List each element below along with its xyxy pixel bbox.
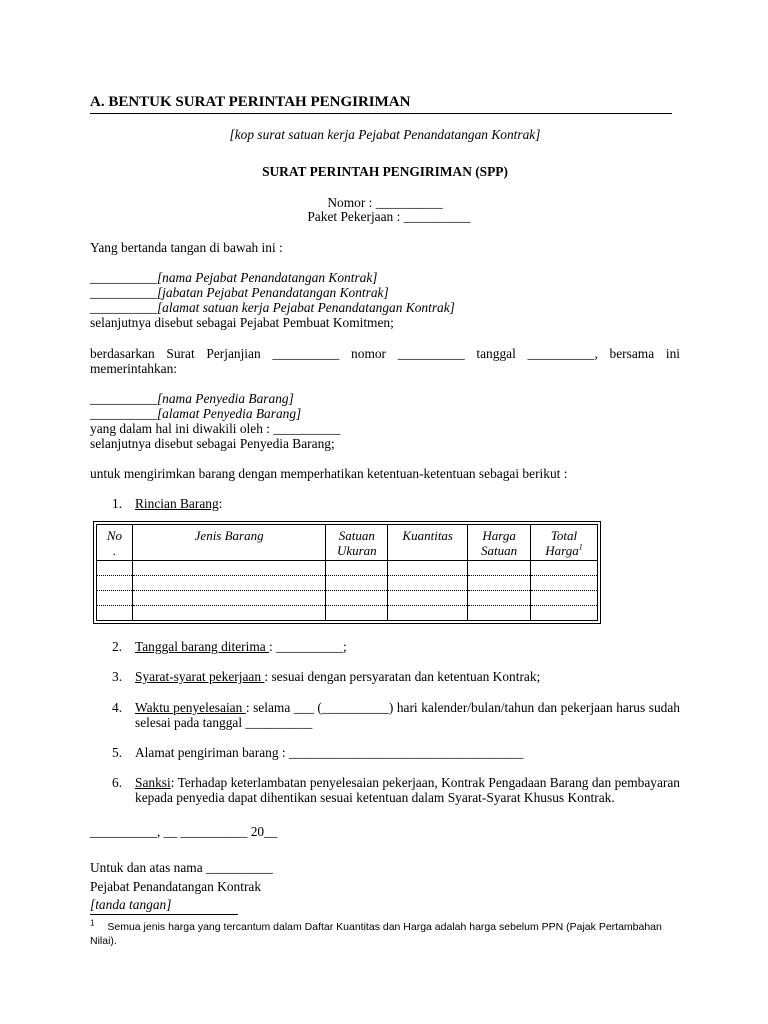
header-line: Ukuran: [336, 543, 377, 558]
pejabat-alamat-line: [90, 300, 455, 315]
list-label: Sanksi: [135, 775, 171, 790]
list-text: : Terhadap keterlambatan penyelesaian pekerjaan, Kontrak Pengadaan Barang dan pembayaran kepada penyedia dapat dihentikan sesuai ketentuan dalam Syarat-Syarat Khusus Kontrak.: [135, 775, 680, 805]
list-item-1: [112, 496, 680, 511]
list-item-5: [112, 745, 680, 760]
list-item-3: [112, 669, 680, 684]
table-row: [97, 561, 598, 576]
dasar-paragraph: berdasarkan Surat Perjanjian __________ nomor __________ tanggal __________, bersama ini memerintahkan:: [90, 346, 680, 376]
list-label: Tanggal barang diterima: [135, 639, 270, 654]
header-line: Harga: [482, 528, 516, 543]
blank: __________: [90, 270, 157, 285]
list-text: : __________;: [269, 639, 347, 654]
column-header-harga-satuan: [468, 525, 531, 561]
footnote-text: Semua jenis harga yang tercantum dalam Daftar Kuantitas dan Harga adalah harga sebelum PPN (Pajak Pertambahan Nilai).: [90, 921, 662, 947]
atas-nama-line: Untuk dan atas nama __________: [90, 860, 273, 875]
table-header-row: [97, 525, 598, 561]
column-header-jenis-barang: [132, 525, 325, 561]
signatory-title: Pejabat Penandatangan Kontrak: [90, 879, 262, 894]
place-date-line: __________, __ __________ 20__: [90, 824, 278, 839]
penyedia-alamat: [alamat Penyedia Barang]: [156, 406, 302, 421]
rincian-barang-table: [96, 524, 598, 621]
header-line: Jenis Barang: [194, 528, 264, 543]
footnote-marker: 1: [578, 542, 583, 552]
list-label: Waktu penyelesaian: [135, 700, 246, 715]
header-line: Satuan: [338, 528, 375, 543]
intro-text: Yang bertanda tangan di bawah ini :: [90, 240, 283, 255]
blank: __________: [90, 300, 157, 315]
header-line: Kuantitas: [402, 528, 453, 543]
table-row: [97, 591, 598, 606]
blank: __________: [90, 285, 157, 300]
footnote: [90, 920, 680, 948]
pejabat-nama: [nama Pejabat Penandatangan Kontrak]: [156, 270, 378, 285]
pejabat-alamat: [alamat satuan kerja Pejabat Penandatangan Kontrak]: [156, 300, 455, 315]
paket-line: Paket Pekerjaan : __________: [307, 209, 471, 224]
column-header-satuan-ukuran: [326, 525, 388, 561]
header-line: Total: [550, 528, 578, 543]
pejabat-nama-line: [90, 270, 378, 285]
list-text: : sesuai dengan persyaratan dan ketentuan Kontrak;: [264, 669, 541, 684]
list-text: Alamat pengiriman barang : ___________________________________: [135, 745, 524, 760]
list-item-4: [112, 700, 680, 730]
penyedia-nama-line: [90, 391, 294, 406]
list-number: 6.: [112, 775, 123, 790]
list-label: Rincian Barang: [135, 496, 219, 511]
header-line: .: [112, 543, 117, 558]
header-line: Satuan: [481, 543, 518, 558]
penyedia-wakil: yang dalam hal ini diwakili oleh : __________: [90, 421, 341, 436]
penyedia-alamat-line: [90, 406, 301, 421]
list-number: 5.: [112, 745, 123, 760]
penyedia-sebutan: selanjutnya disebut sebagai Penyedia Barang;: [90, 436, 335, 451]
column-header-total-harga: [531, 525, 598, 561]
list-text: :: [218, 496, 223, 511]
list-number: 2.: [112, 639, 123, 654]
list-number: 3.: [112, 669, 123, 684]
list-number: 4.: [112, 700, 123, 715]
penyedia-nama: [nama Penyedia Barang]: [156, 391, 294, 406]
pejabat-sebutan: selanjutnya disebut sebagai Pejabat Pembuat Komitmen;: [90, 315, 394, 330]
list-item-6: [112, 775, 680, 805]
pejabat-jabatan-line: [90, 285, 389, 300]
header-line: Harga: [545, 543, 579, 558]
table-row: [97, 606, 598, 621]
section-title: A. BENTUK SURAT PERINTAH PENGIRIMAN: [90, 93, 672, 114]
list-number: 1.: [112, 496, 123, 511]
list-label: Syarat-syarat pekerjaan: [135, 669, 265, 684]
column-header-no: [97, 525, 133, 561]
document-title: SURAT PERINTAH PENGIRIMAN (SPP): [262, 164, 508, 179]
blank: __________: [90, 391, 157, 406]
blank: __________: [90, 406, 157, 421]
nomor-line: Nomor : __________: [327, 195, 443, 210]
list-item-2: [112, 639, 680, 654]
letterhead-note: [kop surat satuan kerja Pejabat Penandatangan Kontrak]: [229, 127, 541, 142]
perintah-text: untuk mengirimkan barang dengan memperhatikan ketentuan-ketentuan sebagai berikut :: [90, 466, 568, 481]
header-line: No: [106, 528, 123, 543]
pejabat-jabatan: [jabatan Pejabat Penandatangan Kontrak]: [156, 285, 389, 300]
column-header-kuantitas: [388, 525, 468, 561]
table-row: [97, 576, 598, 591]
list-text: : selama ___ (__________) hari kalender/bulan/tahun dan pekerjaan harus sudah selesai pada tanggal __________: [135, 700, 680, 730]
footnote-marker: 1: [90, 918, 95, 928]
footnote-separator: [90, 914, 238, 915]
signature-placeholder: [tanda tangan]: [90, 897, 172, 912]
